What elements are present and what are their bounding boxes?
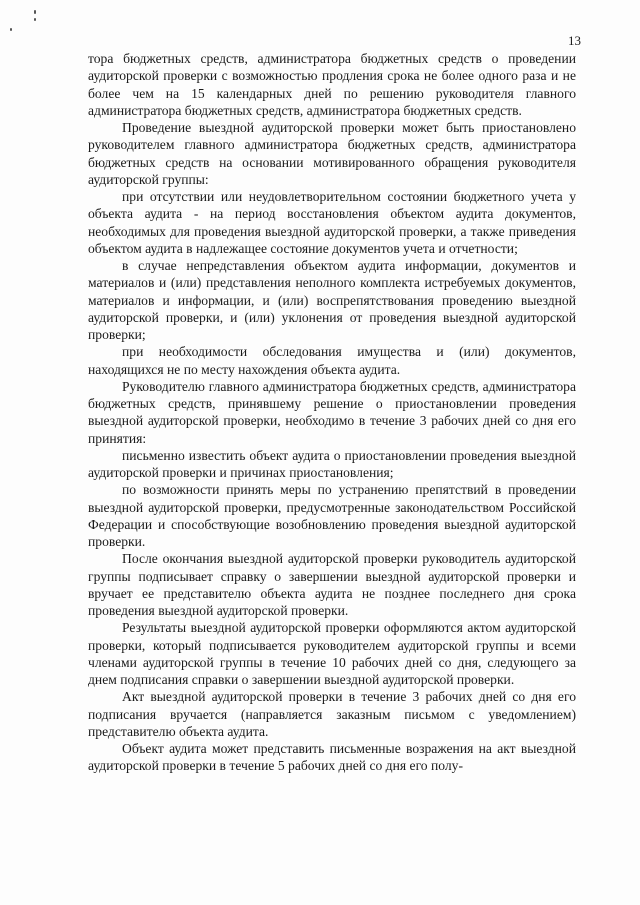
page-number: 13 xyxy=(568,33,581,48)
scan-artifact-marks xyxy=(6,6,46,46)
document-body xyxy=(88,50,576,775)
paragraph-5: при необходимости обследования имущества и (или) документов, находящихся не по месту нахождения объекта аудита. xyxy=(88,344,576,377)
paragraph-3: при отсутствии или неудовлетворительном состоянии бюджетного учета у объекта аудита - на период восстановления объектом аудита документов, необходимых для проведения выездной аудиторской проверки, а также приведения объектом аудита в надлежащее состояние документов учета и отчетности; xyxy=(88,189,576,256)
paragraph-7: письменно известить объект аудита о приостановлении проведения выездной аудиторской проверки и причинах приостановления; xyxy=(88,447,576,480)
paragraph-1: тора бюджетных средств, администратора бюджетных средств о проведении аудиторской проверки с возможностью продления срока не более одного раза и не более чем на 15 календарных дней по решению руководителя главного администратора бюджетных средств, администратора бюджетных средств. xyxy=(88,51,576,118)
paragraph-4: в случае непредставления объектом аудита информации, документов и материалов и (или) представления неполного комплекта истребуемых документов, материалов и информации, и (или) воспрепятствования проведению выездной аудиторской проверки, и (или) уклонения от проведения выездной аудиторской проверки; xyxy=(88,258,576,342)
paragraph-6: Руководителю главного администратора бюджетных средств, администратора бюджетных средств, принявшему решение о приостановлении проведения выездной аудиторской проверки, необходимо в течение 3 рабочих дней со дня его принятия: xyxy=(88,378,576,446)
paragraph-2: Проведение выездной аудиторской проверки может быть приостановлено руководителем главного администратора бюджетных средств, администратора бюджетных средств на основании мотивированного обращения руководителя аудиторской группы: xyxy=(88,120,576,187)
paragraph-11: Акт выездной аудиторской проверки в течение 3 рабочих дней со дня его подписания вручается (направляется заказным письмом с уведомлением) представителю объекта аудита. xyxy=(88,689,576,739)
paragraph-10: Результаты выездной аудиторской проверки оформляются актом аудиторской проверки, который подписывается руководителем аудиторской группы и всеми членами аудиторской группы в течение 10 рабочих дней со дня, следующего за днем подписания справки о завершении выездной аудиторской проверки. xyxy=(88,620,576,687)
paragraph-9: После окончания выездной аудиторской проверки руководитель аудиторской группы подписывает справку о завершении выездной аудиторской проверки и вручает ее представителю объекта аудита не позднее последнего дня срока проведения выездной аудиторской проверки. xyxy=(88,551,576,618)
paragraph-8: по возможности принять меры по устранению препятствий в проведении выездной аудиторской проверки, предусмотренные законодательством Российской Федерации и способствующие возобновлению проведения выездной аудиторской проверки. xyxy=(88,482,576,549)
paragraph-12: Объект аудита может представить письменные возражения на акт выездной аудиторской проверки в течение 5 рабочих дней со дня его полу- xyxy=(88,741,576,774)
